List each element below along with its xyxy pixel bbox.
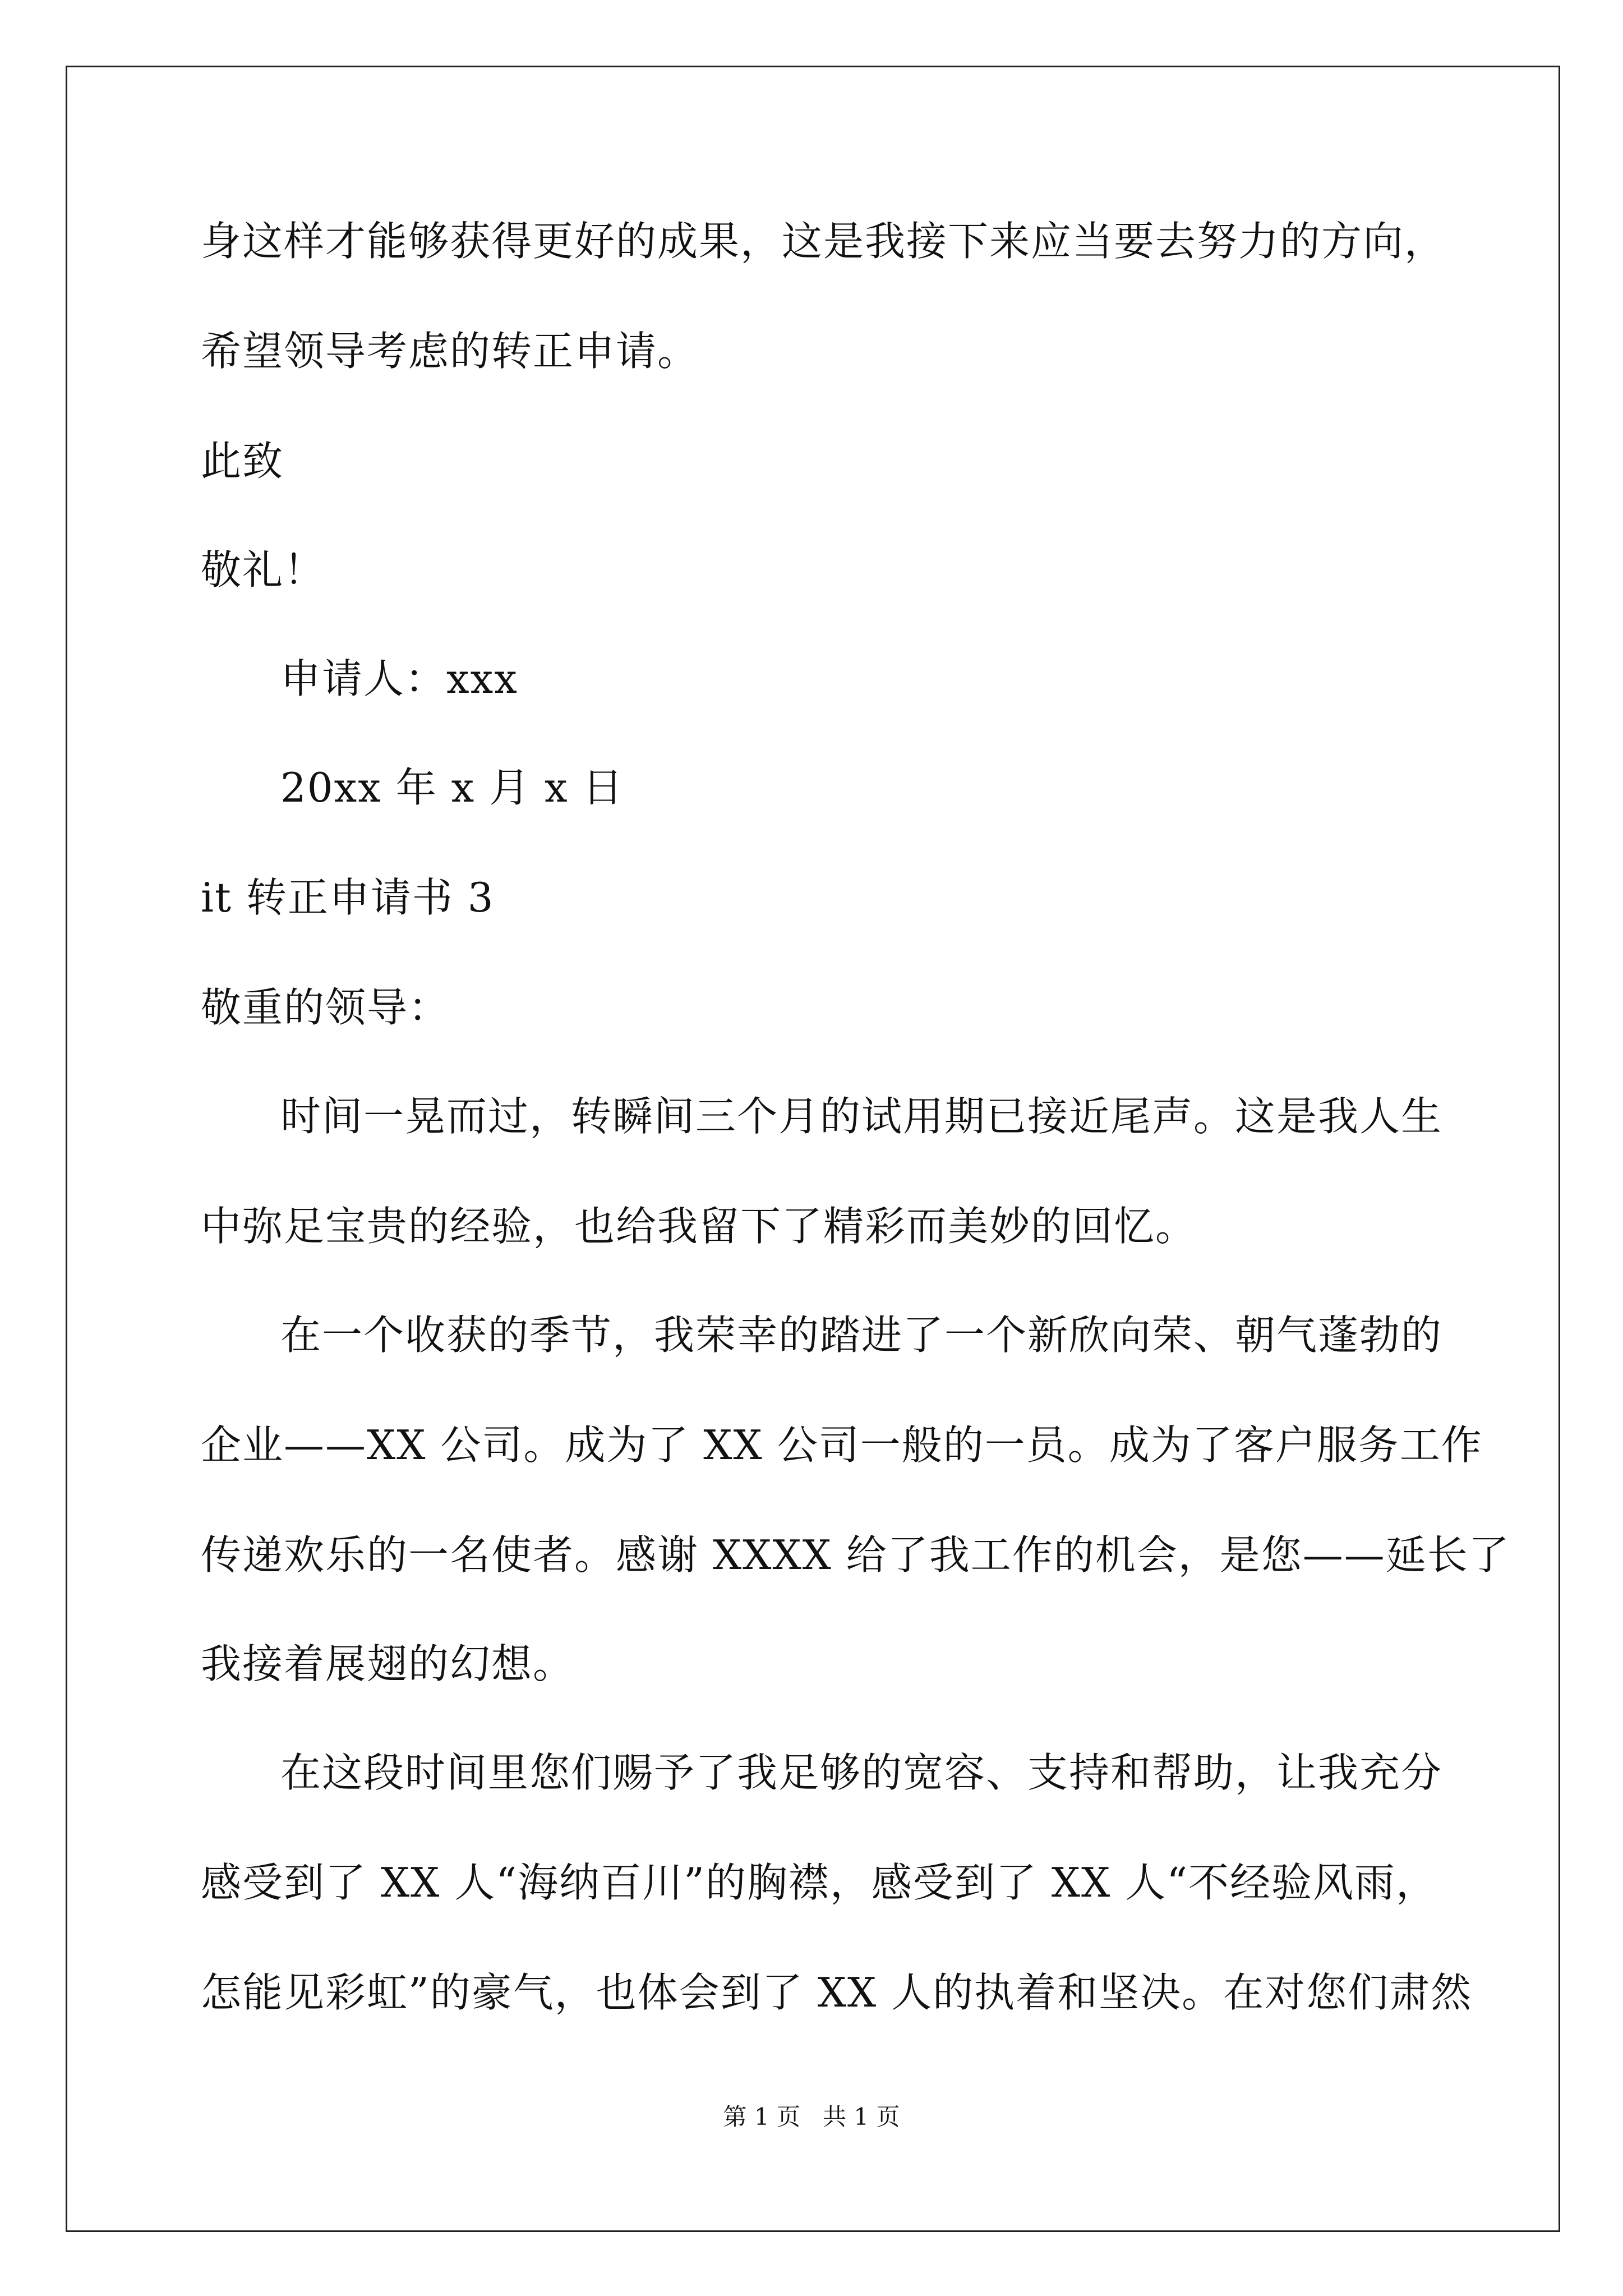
text-line: 在一个收获的季节，我荣幸的踏进了一个新欣向荣、朝气蓬勃的: [280, 1312, 1443, 1359]
text-line: 怎能见彩虹”的豪气，也体会到了 XX 人的执着和坚决。在对您们肃然: [201, 1969, 1473, 2016]
text-line: 传递欢乐的一名使者。感谢 XXXX 给了我工作的机会，是您——延长了: [201, 1531, 1510, 1579]
text-line: 此致: [201, 438, 284, 485]
salutation: 敬重的领导：: [201, 984, 450, 1031]
text-line: 企业——XX 公司。成为了 XX 公司一般的一员。成为了客户服务工作: [201, 1421, 1483, 1469]
text-line: 敬礼！: [201, 546, 326, 593]
text-line: 希望领导考虑的转正申请。: [201, 328, 699, 375]
text-line: 时间一晃而过，转瞬间三个月的试用期已接近尾声。这是我人生: [280, 1093, 1443, 1140]
text-line: 我接着展翅的幻想。: [201, 1640, 575, 1687]
applicant-line: 申请人：xxx: [280, 655, 518, 702]
text-line: 在这段时间里您们赐予了我足够的宽容、支持和帮助，让我充分: [280, 1749, 1443, 1796]
date-line: 20xx 年 x 月 x 日: [280, 764, 624, 811]
text-line: 感受到了 XX 人“海纳百川”的胸襟，感受到了 XX 人“不经验风雨，: [201, 1859, 1438, 1906]
section-title: it 转正申请书 3: [201, 874, 495, 921]
text-line: 身这样才能够获得更好的成果，这是我接下来应当要去努力的方向，: [201, 218, 1446, 265]
page-number-footer: 第 1 页 共 1 页: [723, 2103, 900, 2131]
page-border: [66, 66, 1560, 2232]
text-line: 中弥足宝贵的经验，也给我留下了精彩而美妙的回忆。: [201, 1203, 1197, 1250]
